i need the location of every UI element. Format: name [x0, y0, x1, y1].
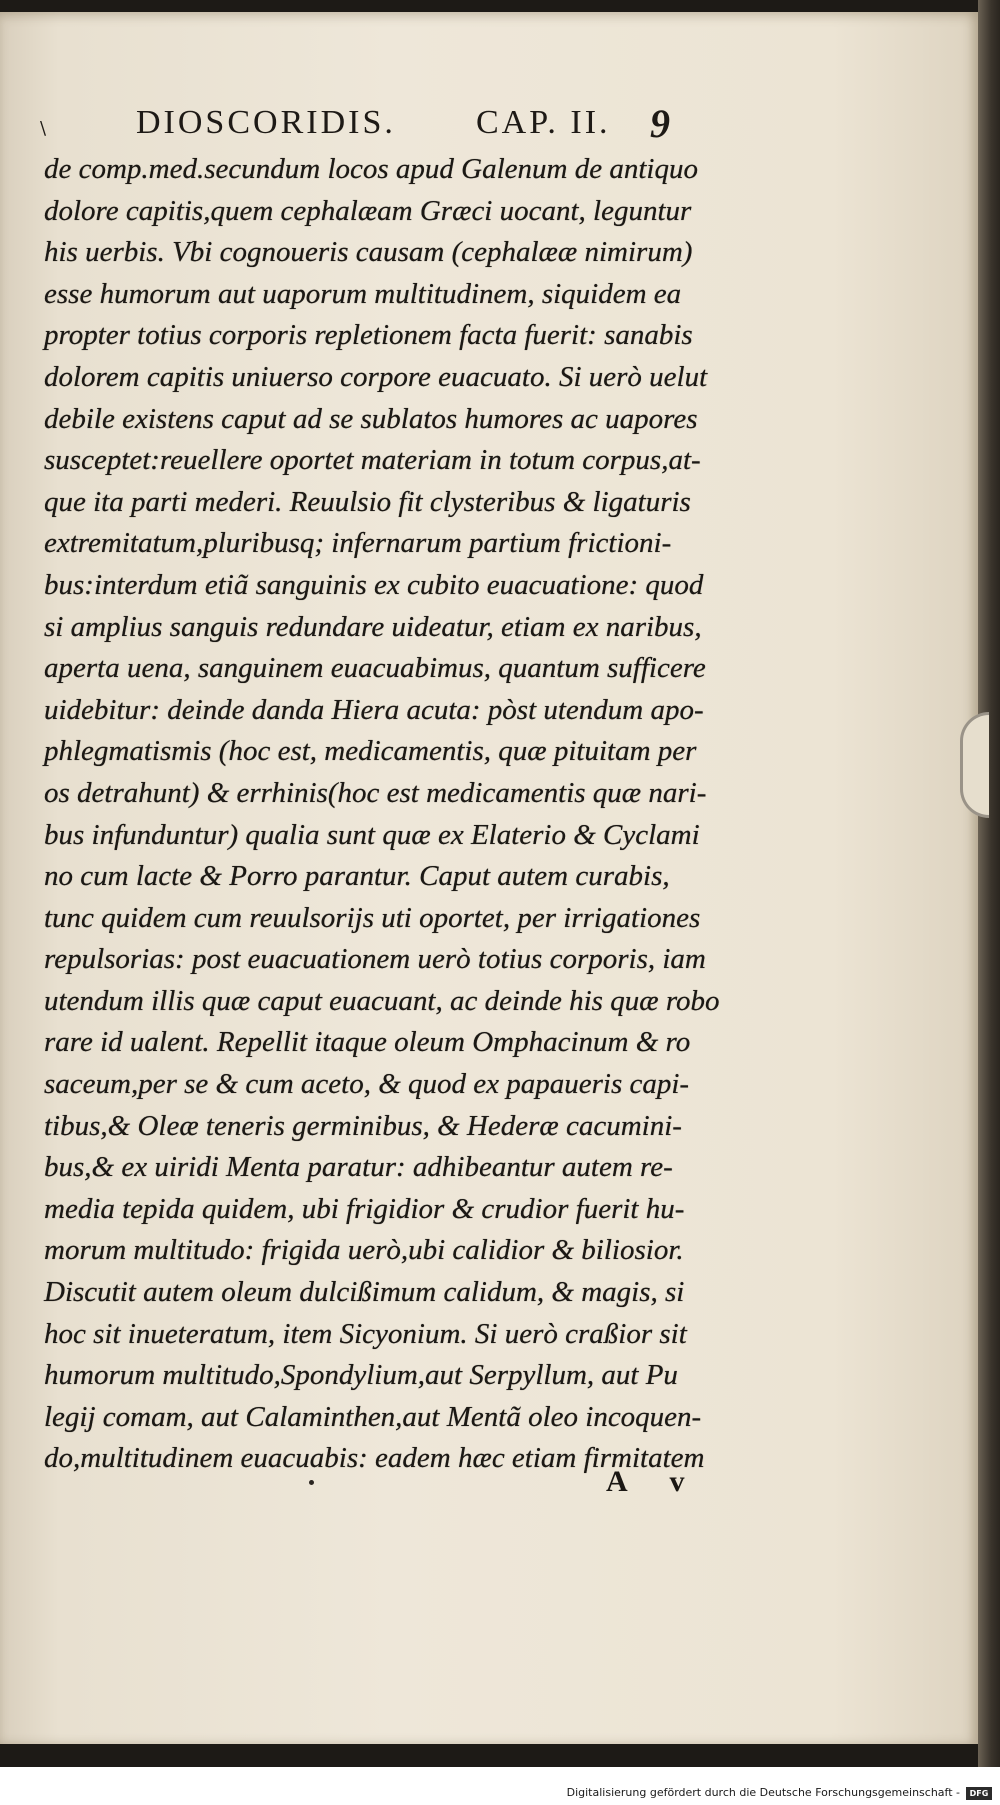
text-line: rare id ualent. Repellit itaque oleum Omphacinum & ro: [44, 1026, 691, 1059]
text-line: bus:interdum etiã sanguinis ex cubito euacuatione: quod: [44, 568, 704, 601]
text-line: saceum,per se & cum aceto, & quod ex papaueris capi-: [44, 1068, 690, 1101]
text-line: bus infunduntur) qualia sunt quæ ex Elaterio & Cyclami: [44, 818, 700, 851]
text-line: media tepida quidem, ubi frigidior & crudior fuerit hu-: [44, 1192, 685, 1225]
text-line: de comp.med.secundum locos apud Galenum de antiquo: [44, 153, 698, 185]
footer-bar: [0, 1767, 1000, 1805]
text-line: his uerbis. Vbi cognoueris causam (cephalææ nimirum): [44, 236, 693, 269]
text-line: utendum illis quæ caput euacuant, ac deinde his quæ robo: [44, 984, 720, 1017]
text-line: susceptet:reuellere oportet materiam in totum corpus,at-: [44, 444, 701, 477]
text-line: morum multitudo: frigida uerò,ubi calidior & biliosior.: [44, 1234, 684, 1267]
body-text: [44, 149, 734, 1480]
text-line: phlegmatismis (hoc est, medicamentis, quæ pituitam per: [44, 735, 697, 768]
header-title: DIOSCORIDIS.: [136, 104, 396, 141]
text-line: dolorem capitis uniuerso corpore euacuato. Si uerò uelut: [44, 360, 708, 393]
text-line: aperta uena, sanguinem euacuabimus, quantum sufficere: [44, 652, 706, 685]
header-mark: \: [40, 118, 47, 139]
text-line: si amplius sanguis redundare uideatur, etiam ex naribus,: [44, 610, 702, 643]
text-line: hoc sit inueteratum, item Sicyonium. Si uerò craßior sit: [44, 1317, 687, 1350]
text-line: legij comam, aut Calaminthen,aut Mentã oleo incoquen-: [44, 1400, 702, 1433]
text-line: humorum multitudo,Spondylium,aut Serpyllum, aut Pu: [44, 1359, 678, 1392]
text-line: esse humorum aut uaporum multitudinem, siquidem ea: [44, 277, 682, 310]
running-header: [40, 100, 740, 150]
page-edge: [978, 0, 1000, 1780]
text-line: extremitatum,pluribusq; infernarum partium frictioni-: [44, 527, 672, 560]
text-line: do,multitudinem euacuabis: eadem hæc etiam firmitatem: [44, 1442, 705, 1475]
page-tab-marker: [960, 712, 989, 818]
dfg-logo: DFG: [966, 1787, 992, 1800]
signature-mark: A v: [606, 1465, 703, 1498]
printer-dot: [309, 1480, 314, 1485]
text-line: tunc quidem cum reuulsorijs uti oportet, per irrigationes: [44, 901, 701, 934]
header-chapter: CAP. II.: [476, 104, 611, 141]
page-number: 9: [650, 101, 670, 146]
text-line: debile existens caput ad se sublatos humores ac uapores: [44, 402, 698, 435]
text-line: repulsorias: post euacuationem uerò totius corporis, iam: [44, 943, 706, 976]
text-line: uidebitur: deinde danda Hiera acuta: pòst utendum apo-: [44, 693, 704, 726]
text-line: dolore capitis,quem cephalæam Græci uocant, leguntur: [44, 194, 692, 227]
text-line: no cum lacte & Porro parantur. Caput autem curabis,: [44, 860, 670, 893]
text-line: tibus,& Oleæ teneris germinibus, & Hederæ cacumini-: [44, 1109, 682, 1142]
text-line: os detrahunt) & errhinis(hoc est medicamentis quæ nari-: [44, 776, 707, 809]
text-line: Discutit autem oleum dulcißimum calidum, & magis, si: [44, 1276, 685, 1309]
text-line: bus,& ex uiridi Menta paratur: adhibeantur autem re-: [44, 1151, 673, 1184]
digitization-credit: Digitalisierung gefördert durch die Deutsche Forschungsgemeinschaft -: [566, 1786, 960, 1799]
text-line: propter totius corporis repletionem facta fuerit: sanabis: [44, 319, 693, 352]
text-line: que ita parti mederi. Reuulsio fit clysteribus & ligaturis: [44, 485, 691, 518]
